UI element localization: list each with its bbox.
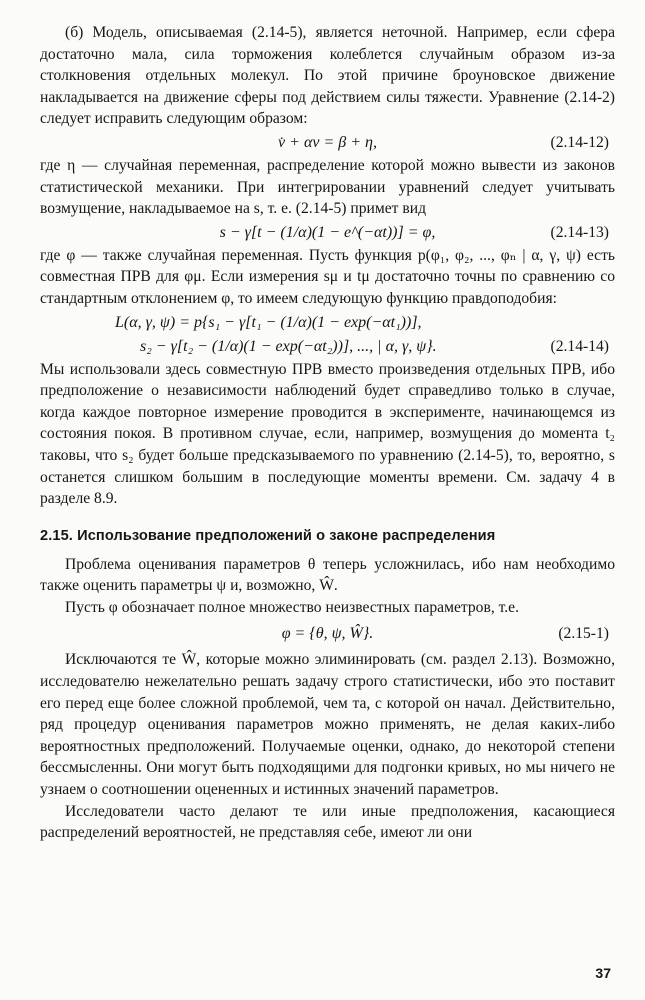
equation-2-14-13 xyxy=(40,220,615,245)
page-number: 37 xyxy=(595,965,611,981)
paragraph-joint-pdf: Мы использовали здесь совместную ПРВ вместо произведения отдельных ПРВ, ибо предположение о независимости наблюдений будет справедливо только в случае, когда каждое повторное измерение проводится в эксперименте, начинающемся из состояния покоя. В противном случае, если, например, возмущения до момента t₂ таковы, что s₂ будет больше предсказываемого по уравнению (2.14-5), то, вероятно, s останется слишком большим в последующие моменты времени. См. задачу 4 в разделе 8.9. xyxy=(40,360,615,508)
equation-2-14-12 xyxy=(40,130,615,155)
equation-number: (2.15-1) xyxy=(558,625,609,643)
equation-2-14-14-line2 xyxy=(40,334,615,359)
paragraph-eta: где η — случайная переменная, распределение которой можно вывести из законов статистической механики. При интегрировании уравнений следует учитывать возмущение, накладываемое на s, т. е. (2.14-5) примет вид xyxy=(40,156,615,218)
equation-formula: φ = {θ, ψ, Ŵ}. xyxy=(281,625,374,643)
equation-number: (2.14-14) xyxy=(550,337,609,355)
equation-number: (2.14-12) xyxy=(550,133,609,151)
equation-2-15-1 xyxy=(40,621,615,646)
section-heading: 2.15. Использование предположений о законе распределения xyxy=(40,527,496,544)
paragraph-model: (б) Модель, описываемая (2.14-5), является неточной. Например, если сфера достаточно мала, сила торможения колеблется случайным образом из-за столкновения отдельных молекул. По этой причине броуновское движение накладывается на движение сферы под действием силы тяжести. Уравнение (2.14-2) следует исправить следующим образом: xyxy=(40,24,615,128)
equation-formula: v̇ + αv = β + η, xyxy=(278,133,377,151)
paragraph-exclusion: Исключаются те Ŵ, которые можно элиминировать (см. раздел 2.13). Возможно, исследователю нежелательно решать задачу строго статистически, ибо это поставит его перед еще более сложной проблемой, чем та, с которой он начал. Действительно, ряд процедур оценивания параметров можно применять, не делая каких-либо вероятностных предположений. Получаемые оценки, однако, до некоторой степени бессмысленны. Они могут быть подходящими для подгонки кривых, но мы ничего не узнаем о соотношении оцененных и истинных значений параметров. xyxy=(40,651,615,799)
equation-formula: s₂ − γ[t₂ − (1/α)(1 − exp(−αt₂))], ..., | α, γ, ψ}. xyxy=(140,337,437,355)
paragraph-problem: Проблема оценивания параметров θ теперь усложнилась, ибо нам необходимо также оценить параметры ψ и, возможно, Ŵ. xyxy=(40,555,615,595)
equation-formula: s − γ[t − (1/α)(1 − e^(−αt))] = φ, xyxy=(219,223,436,241)
equation-number: (2.14-13) xyxy=(550,223,609,241)
paragraph-phi: где φ — также случайная переменная. Пусть функция p(φ₁, φ₂, ..., φₙ | α, γ, ψ) есть совместная ПРВ для φμ. Если измерения sμ и tμ достаточно точны по сравнению со стандартным отклонением φ, то имеем следующую функцию правдоподобия: xyxy=(40,246,615,307)
paragraph-let: Пусть φ обозначает полное множество неизвестных параметров, т.е. xyxy=(65,598,519,616)
equation-2-14-14-line1 xyxy=(40,310,615,334)
equation-formula: L(α, γ, ψ) = p{s₁ − γ[t₁ − (1/α)(1 − exp(−αt₁))], xyxy=(115,313,422,331)
paragraph-last: Исследователи часто делают те или иные предположения, касающиеся распределений вероятностей, не представляя себе, имеют ли они xyxy=(40,802,615,842)
